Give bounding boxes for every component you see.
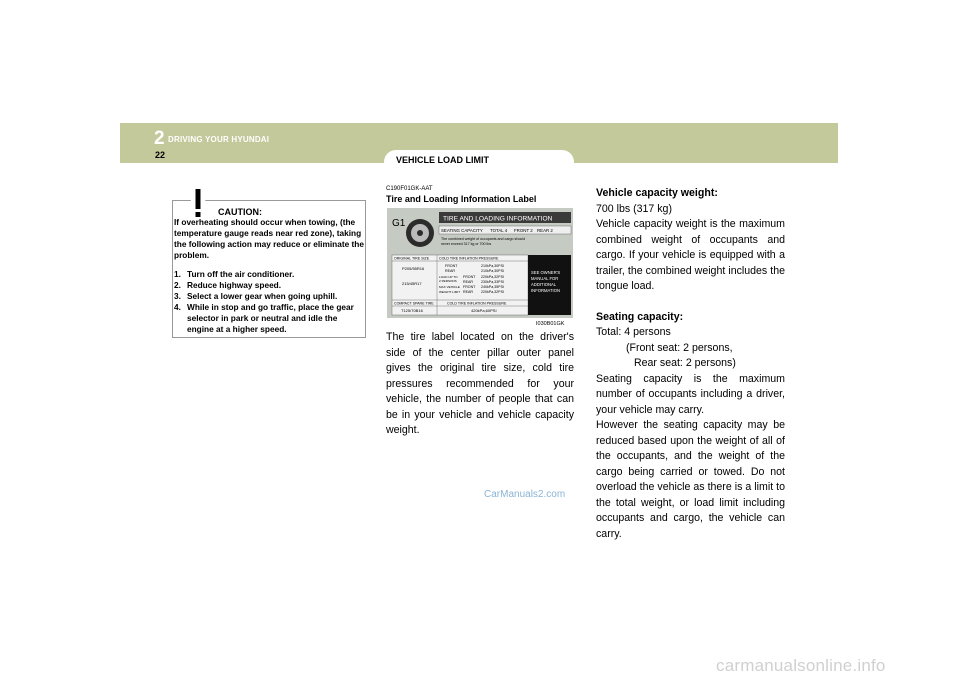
label-spare-pressure: 420kPa,60PSI (471, 308, 497, 313)
label-seating: SEATING CAPACITY (441, 228, 483, 233)
label-see-1: SEE OWNER'S (531, 270, 561, 275)
label-see-4: INFORMATION (531, 288, 560, 293)
label-heading: TIRE AND LOADING INFORMATION (443, 215, 553, 223)
seating-front: (Front seat: 2 persons, (626, 341, 733, 354)
tire-label-paragraph: The tire label located on the driver's side of the center pillar outer panel gives the original tire size, cold tire pressures recommended for your vehicle, the number of people that can be in your vehicle and vehicle capacity weight. (386, 331, 574, 436)
caution-item-text: Reduce highway speed. (187, 280, 282, 290)
label-spare-cold: COLD TIRE INFLATION PRESSURE (447, 301, 507, 306)
label-combined-1: The combined weight of occupants and cargo should (441, 237, 526, 241)
label-rear-1: REAR (445, 269, 455, 273)
caution-item-text: Turn off the air conditioner. (187, 269, 295, 279)
label-see-2: MANUAL FOR (531, 276, 559, 281)
caution-item (174, 302, 365, 335)
wheel-icon (406, 219, 434, 247)
figure-image-code: I030B01GK (536, 321, 565, 327)
label-size-1: P205/55R16 (402, 266, 425, 271)
label-pressure-2: 210kPa,30PSI (481, 269, 504, 273)
caution-item-number: 1. (174, 269, 181, 279)
seating-rear: Rear seat: 2 persons) (634, 357, 736, 369)
label-max-vehicle: MAX VEHICLE (439, 285, 460, 289)
seating-text-2: However the seating capacity may be reduced based upon the weight of all of the occupants, and the weight of the cargo being carried or towed. Do not overload the vehicle as there is a limit to the total weight, or load limit including occupants and cargo, the vehicle can carry. (596, 419, 785, 540)
page-number: 22 (155, 150, 166, 160)
caution-item-number: 4. (174, 302, 181, 312)
label-pressure-6: 220kPa,32PSI (481, 290, 504, 294)
label-pressure-1: 210kPa,30PSI (481, 264, 504, 268)
label-rear-2: REAR (463, 280, 473, 284)
label-front-3: FRONT (463, 285, 476, 289)
label-front-2: FRONT (463, 275, 476, 279)
warning-triangle-icon (180, 186, 216, 220)
caution-item (174, 291, 365, 302)
caution-title: CAUTION: (218, 207, 262, 217)
seating-total: Total: 4 persons (596, 326, 671, 338)
caution-item-text: Select a lower gear when going uphill. (187, 291, 338, 301)
label-total: TOTAL 4 (490, 228, 508, 233)
caution-intro: If overheating should occur when towing, (the temperature gauge reads near red zone), taking the following action may reduce or eliminate the problem. (174, 217, 364, 260)
label-combined-2: never exceed 317 kg or 700 lbs (441, 242, 492, 246)
watermark-carmanualsonline: carmanualsonline.info (716, 656, 886, 675)
label-front: FRONT 2 (514, 228, 533, 233)
label-id: G1 (392, 218, 406, 229)
seating-heading: Seating capacity: (596, 310, 684, 323)
watermark-carmanuals2[interactable]: CarManuals2.com (484, 489, 566, 500)
capacity-value: 700 lbs (317 kg) (596, 202, 672, 215)
label-rear-3: REAR (463, 290, 473, 294)
label-compact-spare: COMPACT SPARE TIRE (394, 301, 434, 306)
tire-label-illustration (387, 208, 573, 318)
caution-item-text: While in stop and go traffic, place the gear selector in park or neutral and idle the engine at a higher speed. (187, 302, 354, 334)
label-front-1: FRONT (445, 264, 458, 268)
caution-list (174, 269, 365, 335)
caution-item (174, 280, 365, 291)
label-spare-size: T125/70B16 (401, 308, 423, 313)
figure-code: C190F01GK-AAT (386, 186, 433, 192)
figure-title: Tire and Loading Information Label (386, 194, 537, 204)
label-weight-limit: WEIGHT LIMIT (439, 290, 461, 294)
caution-item (174, 269, 365, 280)
seating-text-1: Seating capacity is the maximum number of occupants including a driver, your vehicle may carry. (596, 372, 785, 416)
label-load-persons: 2 PERSONS (439, 279, 457, 283)
right-column (596, 186, 785, 542)
section-title: VEHICLE LOAD LIMIT (396, 155, 489, 165)
label-col-cold: COLD TIRE INFLATION PRESSURE (439, 256, 499, 261)
capacity-heading: Vehicle capacity weight: (596, 187, 718, 199)
capacity-text: Vehicle capacity weight is the maximum combined weight of occupants and cargo. If your vehicle is equipped with a trailer, the combined weight includes the tongue load. (596, 218, 785, 292)
chapter-number: 2 (154, 128, 165, 149)
caution-item-number: 2. (174, 280, 181, 290)
label-load-up: LOAD UP TO (439, 275, 458, 279)
label-col-original: ORIGINAL TIRE SIZE (394, 256, 430, 261)
chapter-title: DRIVING YOUR HYUNDAI (168, 135, 270, 144)
label-pressure-5: 240kPa,35PSI (481, 285, 504, 289)
tire-label-figure (387, 208, 573, 318)
label-see-3: ADDITIONAL (531, 282, 557, 287)
label-rear: REAR 2 (537, 228, 553, 233)
label-size-2: 215/45R17 (402, 281, 422, 286)
label-pressure-4: 230kPa,33PSI (481, 280, 504, 284)
label-pressure-3: 220kPa,32PSI (481, 275, 504, 279)
caution-item-number: 3. (174, 291, 181, 301)
